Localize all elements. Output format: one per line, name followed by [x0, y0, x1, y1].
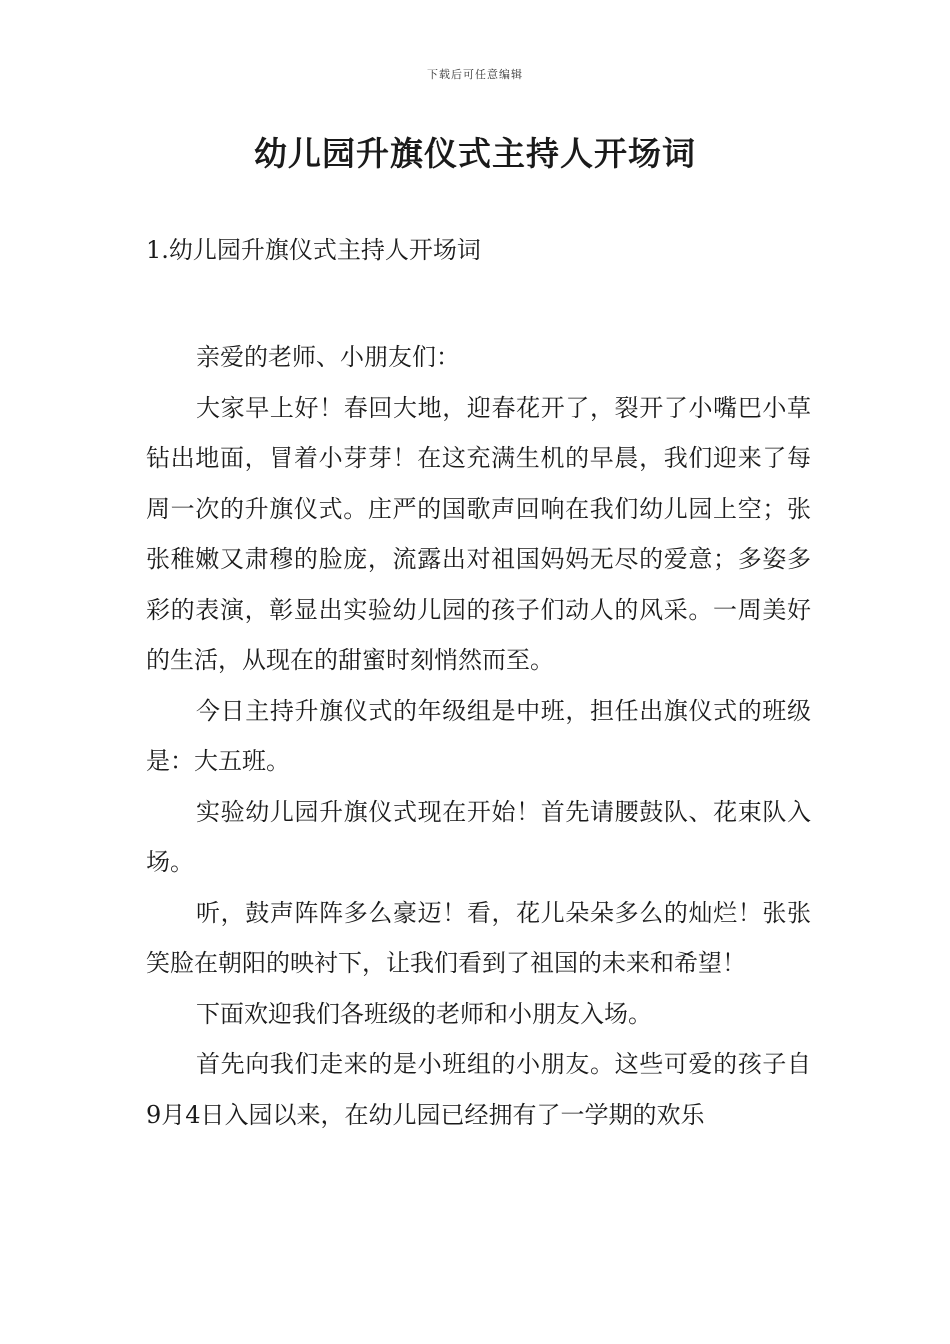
paragraph-small-class: 首先向我们走来的是小班组的小朋友。这些可爱的孩子自9月4日入园以来，在幼儿园已经拥有了一学期的欢乐	[146, 1050, 811, 1129]
paragraph-host-class: 今日主持升旗仪式的年级组是中班，担任出旗仪式的班级是：大五班。	[146, 696, 811, 775]
document-title: 幼儿园升旗仪式主持人开场词	[254, 134, 696, 173]
paragraph-welcome: 下面欢迎我们各班级的老师和小朋友入场。	[196, 999, 652, 1028]
paragraph-drums: 听，鼓声阵阵多么豪迈！看，花儿朵朵多么的灿烂！张张笑脸在朝阳的映衬下，让我们看到了祖国的未来和希望！	[146, 898, 811, 977]
section-heading: 1.幼儿园升旗仪式主持人开场词	[146, 236, 481, 264]
paragraph-opening: 大家早上好！春回大地，迎春花开了，裂开了小嘴巴小草钻出地面，冒着小芽芽！在这充满生机的早晨，我们迎来了每周一次的升旗仪式。庄严的国歌声回响在我们幼儿园上空；张张稚嫩又肃穆的脸庞，流露出对祖国妈妈无尽的爱意；多姿多彩的表演，彰显出实验幼儿园的孩子们动人的风采。一周美好的生活，从现在的甜蜜时刻悄然而至。	[146, 393, 811, 674]
paragraph-greeting: 亲爱的老师、小朋友们：	[196, 343, 460, 371]
document-body	[146, 332, 811, 1140]
paragraph-ceremony-start: 实验幼儿园升旗仪式现在开始！首先请腰鼓队、花束队入场。	[146, 797, 811, 876]
header-note: 下载后可任意编辑	[427, 68, 523, 81]
